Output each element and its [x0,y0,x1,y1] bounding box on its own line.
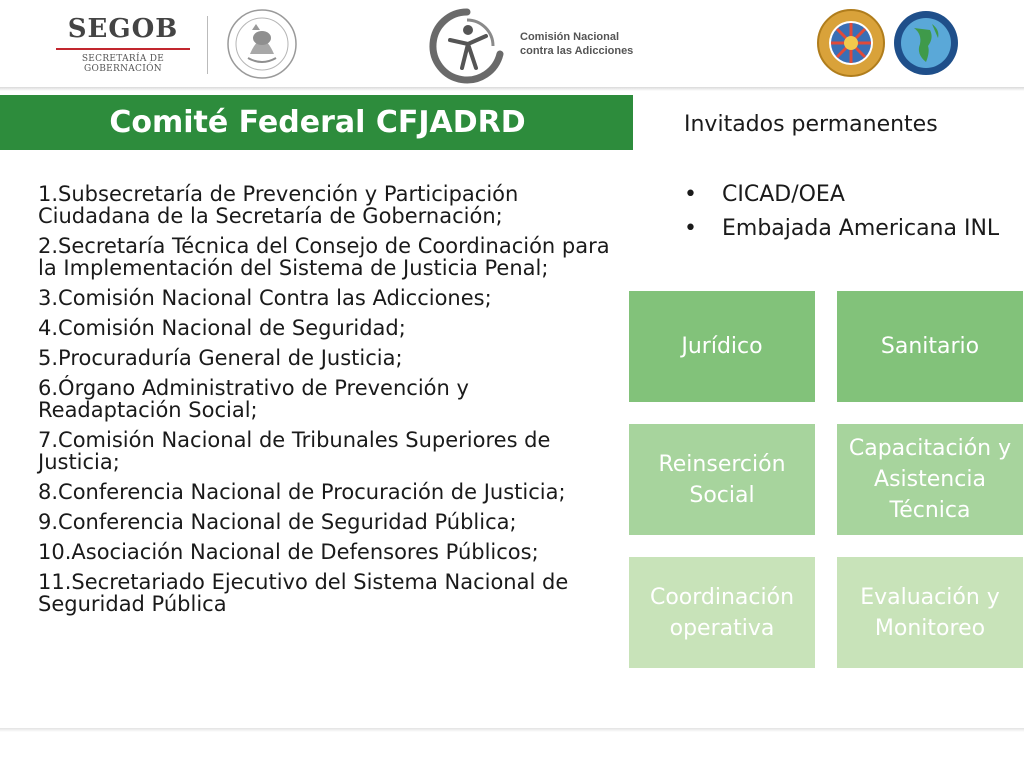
member-list [38,183,618,623]
member-item: 6.Órgano Administrativo de Prevención y Readaptación Social; [38,376,469,422]
conadic-logo-icon [426,6,508,86]
conadic-line-1: Comisión Nacional [520,31,620,43]
tile-reinsercion-social: Reinserción Social [629,424,815,535]
segob-wordmark: SEGOB [67,14,179,44]
member-item: 11.Secretariado Ejecutivo del Sistema Nacional de Seguridad Pública [38,570,569,616]
segob-subtitle: SECRETARÍA DE GOBERNACIÓN [81,54,165,74]
logo-divider [207,16,208,74]
tile-juridico: Jurídico [629,291,815,402]
footer-divider [0,728,1024,732]
member-item: 8.Conferencia Nacional de Procuración de Justicia; [38,480,566,504]
guests-list [684,178,1004,246]
mexican-coat-of-arms-icon [222,6,302,82]
member-item: 1.Subsecretaría de Prevención y Participación Ciudadana de la Secretaría de Gobernación; [38,182,519,228]
page-title [107,105,525,140]
guests-heading: Invitados permanentes [684,112,938,137]
member-item: 2.Secretaría Técnica del Consejo de Coordinación para la Implementación del Sistema de Justicia Penal; [38,234,610,280]
member-item: 3.Comisión Nacional Contra las Adicciones; [38,286,492,310]
oea-seal-icon [816,8,886,78]
member-item: 9.Conferencia Nacional de Seguridad Pública; [38,510,517,534]
member-item: 5.Procuraduría General de Justicia; [38,346,403,370]
segob-logo [48,14,198,76]
member-item: 7.Comisión Nacional de Tribunales Superiores de Justicia; [38,428,551,474]
guest-item: • CICAD/OEA [684,178,1004,212]
segob-rule [56,48,190,50]
cicad-seal-icon [892,8,960,78]
tile-capacitacion: Capacitación y Asistencia Técnica [837,424,1023,535]
conadic-line-2: contra las Adicciones [520,45,634,57]
title-prefix: Comité Federal [109,105,376,140]
tile-evaluacion-monitoreo: Evaluación y Monitoreo [837,557,1023,668]
tile-sanitario: Sanitario [837,291,1023,402]
tile-coordinacion-operativa: Coordinación operativa [629,557,815,668]
member-item: 10.Asociación Nacional de Defensores Públicos; [38,540,539,564]
conadic-wordmark [520,30,633,58]
header-divider [0,87,1024,91]
title-banner [0,95,633,150]
guest-item: • Embajada Americana INL [684,212,1004,246]
title-acronym: CFJADRD [375,105,526,140]
member-item: 4.Comisión Nacional de Seguridad; [38,316,406,340]
